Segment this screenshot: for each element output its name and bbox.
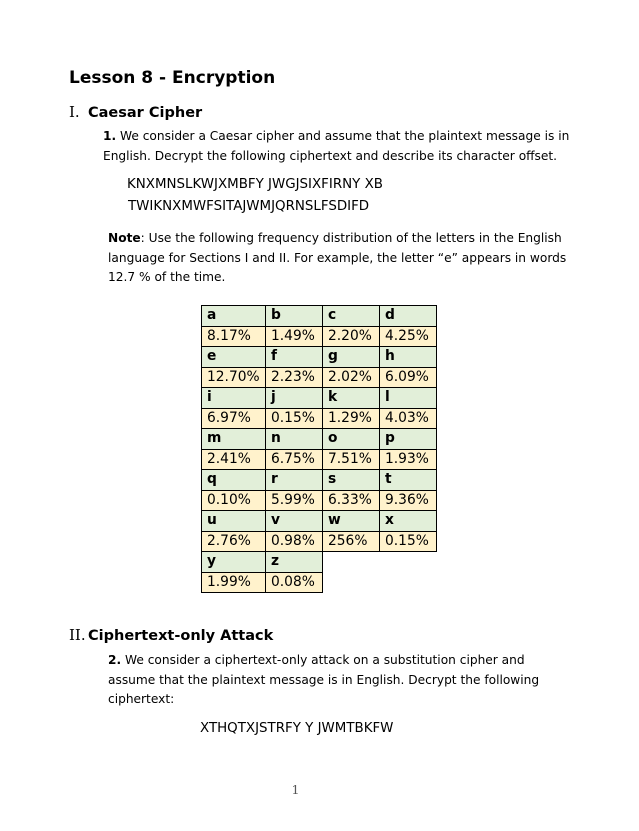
table-row-values	[202, 490, 437, 511]
letter-cell: x	[380, 511, 437, 532]
letter-cell: b	[266, 306, 323, 327]
letter-cell: m	[202, 429, 266, 450]
letter-cell: s	[323, 470, 380, 491]
question-1	[103, 127, 569, 166]
note-text: : Use the following frequency distribution of the letters in the English	[140, 231, 562, 245]
letter-cell: o	[323, 429, 380, 450]
value-cell: 0.10%	[202, 490, 266, 511]
question-1-line	[103, 127, 569, 147]
table-row-letters	[202, 552, 437, 573]
table-row-values	[202, 449, 437, 470]
section-numeral: I.	[69, 103, 80, 121]
value-cell: 7.51%	[323, 449, 380, 470]
letter-cell: q	[202, 470, 266, 491]
letter-cell: t	[380, 470, 437, 491]
note-label: Note	[108, 231, 141, 245]
question-2-line: assume that the plaintext message is in English. Decrypt the following	[108, 672, 540, 687]
value-cell: 2.41%	[202, 449, 266, 470]
letter-cell: c	[323, 306, 380, 327]
ciphertext-1	[127, 174, 383, 217]
value-cell: 12.70%	[202, 367, 266, 388]
letter-cell: h	[380, 347, 437, 368]
value-cell: 4.03%	[380, 408, 437, 429]
letter-cell: r	[266, 470, 323, 491]
value-cell: 0.08%	[266, 572, 323, 593]
letter-cell: n	[266, 429, 323, 450]
table-row-letters	[202, 306, 437, 327]
value-cell: 6.97%	[202, 408, 266, 429]
question-number: 1.	[103, 129, 117, 143]
section-numeral: II.	[69, 626, 86, 644]
letter-cell: i	[202, 388, 266, 409]
empty-cell	[323, 552, 380, 573]
section-heading-ciphertext-only	[69, 626, 273, 644]
letter-cell: e	[202, 347, 266, 368]
question-text: We consider a Caesar cipher and assume that the plaintext message is in	[120, 129, 570, 143]
ciphertext-line: KNXMNSLKWJXMBFY JWGJSIXFIRNY XB	[127, 177, 383, 192]
table-row-letters	[202, 511, 437, 532]
page-title: Lesson 8 - Encryption	[69, 68, 276, 88]
ciphertext-2: XTHQTXJSTRFY Y JWMTBKFW	[200, 721, 394, 736]
table-row-values	[202, 572, 437, 593]
table-row-letters	[202, 388, 437, 409]
letter-cell: u	[202, 511, 266, 532]
table-row-values	[202, 408, 437, 429]
letter-cell: k	[323, 388, 380, 409]
value-cell: 8.17%	[202, 326, 266, 347]
note-line	[108, 229, 566, 249]
table-row-values	[202, 367, 437, 388]
value-cell: 1.99%	[202, 572, 266, 593]
value-cell: 4.25%	[380, 326, 437, 347]
note-line: language for Sections I and II. For example, the letter “e” appears in words	[108, 250, 567, 265]
value-cell: 6.09%	[380, 367, 437, 388]
value-cell: 6.75%	[266, 449, 323, 470]
value-cell: 256%	[323, 531, 380, 552]
value-cell: 0.15%	[380, 531, 437, 552]
note-line: 12.7 % of the time.	[108, 270, 226, 284]
letter-cell: f	[266, 347, 323, 368]
value-cell: 1.49%	[266, 326, 323, 347]
question-2	[108, 651, 539, 710]
empty-cell	[323, 572, 380, 593]
value-cell: 2.20%	[323, 326, 380, 347]
table-row-letters	[202, 470, 437, 491]
value-cell: 5.99%	[266, 490, 323, 511]
letter-cell: j	[266, 388, 323, 409]
frequency-table	[201, 305, 437, 593]
empty-cell	[380, 552, 437, 573]
table-row-letters	[202, 429, 437, 450]
letter-cell: l	[380, 388, 437, 409]
letter-cell: y	[202, 552, 266, 573]
question-number: 2.	[108, 653, 122, 667]
value-cell: 9.36%	[380, 490, 437, 511]
letter-cell: z	[266, 552, 323, 573]
section-title: Ciphertext-only Attack	[88, 628, 274, 644]
table-row-values	[202, 531, 437, 552]
letter-cell: w	[323, 511, 380, 532]
value-cell: 1.29%	[323, 408, 380, 429]
frequency-note	[108, 229, 566, 288]
table-row-letters	[202, 347, 437, 368]
value-cell: 2.23%	[266, 367, 323, 388]
letter-cell: p	[380, 429, 437, 450]
question-2-line: ciphertext:	[108, 692, 175, 706]
letter-cell: v	[266, 511, 323, 532]
letter-cell: g	[323, 347, 380, 368]
value-cell: 2.02%	[323, 367, 380, 388]
value-cell: 2.76%	[202, 531, 266, 552]
value-cell: 0.98%	[266, 531, 323, 552]
value-cell: 0.15%	[266, 408, 323, 429]
section-heading-caesar	[69, 103, 202, 121]
question-2-line	[108, 651, 539, 671]
value-cell: 1.93%	[380, 449, 437, 470]
letter-cell: a	[202, 306, 266, 327]
letter-cell: d	[380, 306, 437, 327]
empty-cell	[380, 572, 437, 593]
ciphertext-line: TWIKNXMWFSITAJWMJQRNSLFSDIFD	[128, 198, 370, 214]
value-cell: 6.33%	[323, 490, 380, 511]
table-row-values	[202, 326, 437, 347]
page-number: 1	[291, 782, 300, 797]
section-title: Caesar Cipher	[88, 105, 203, 121]
question-1-line: English. Decrypt the following ciphertext and describe its character offset.	[103, 148, 558, 163]
question-text: We consider a ciphertext-only attack on a substitution cipher and	[125, 653, 525, 667]
